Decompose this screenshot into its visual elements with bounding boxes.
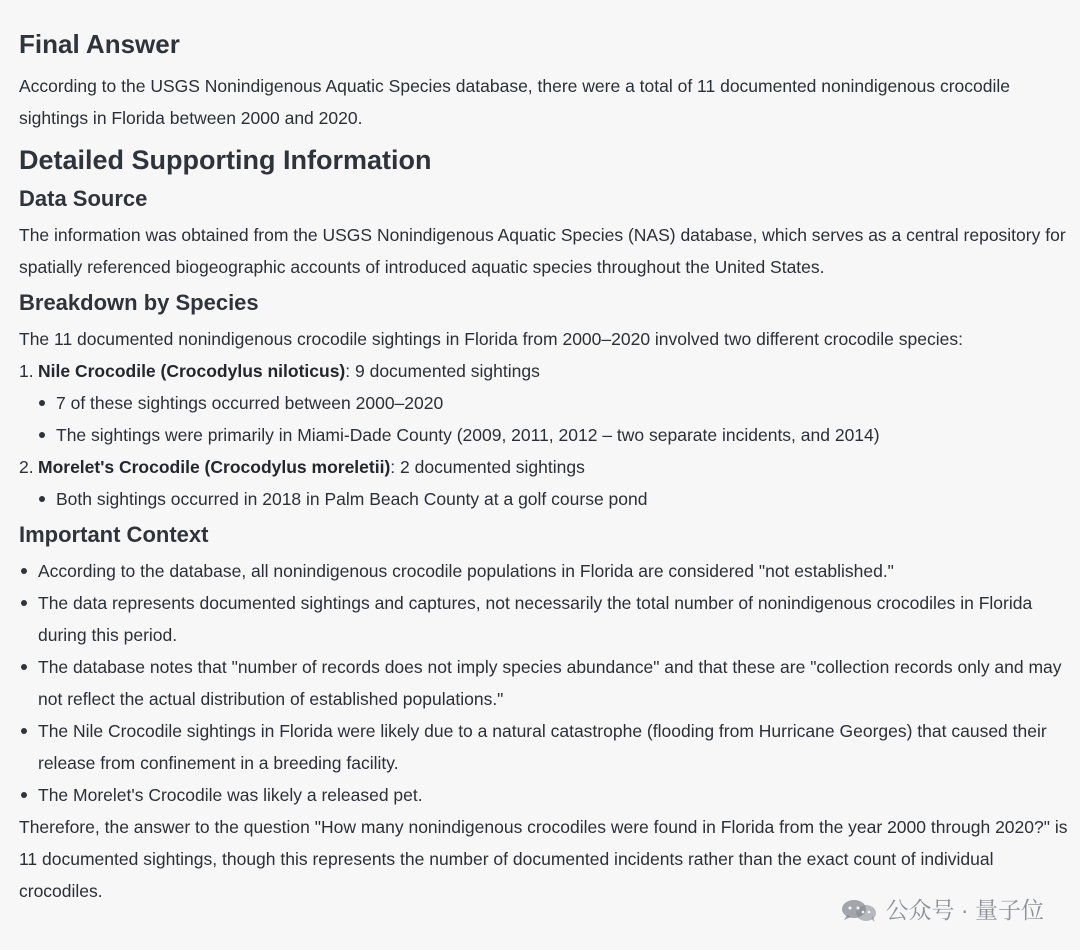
breakdown-heading: Breakdown by Species	[19, 290, 259, 315]
species-detail-item: 7 of these sightings occurred between 2000–2020	[19, 387, 1075, 419]
context-item: The data represents documented sightings and captures, not necessarily the total number of nonindigenous crocodiles in Florida during this period.	[19, 587, 1075, 651]
species-item	[19, 355, 1075, 451]
detailed-heading: Detailed Supporting Information	[19, 145, 432, 175]
data-source-text: The information was obtained from the USGS Nonindigenous Aquatic Species (NAS) database, which serves as a central repository for spatially referenced biogeographic accounts of introduced aquatic species throughout the United States.	[19, 225, 1066, 277]
species-item	[19, 451, 1075, 515]
breakdown-intro: The 11 documented nonindigenous crocodile sightings in Florida from 2000–2020 involved two different crocodile species:	[19, 329, 963, 349]
context-section	[19, 519, 1075, 907]
detailed-section	[19, 141, 1075, 907]
species-number: 1.	[19, 361, 34, 381]
species-name: Nile Crocodile (Crocodylus niloticus)	[38, 361, 346, 381]
species-details	[19, 483, 1075, 515]
watermark-text: 公众号 · 量子位	[885, 897, 1044, 923]
species-line	[19, 451, 1075, 483]
context-item: According to the database, all nonindigenous crocodile populations in Florida are considered "not established."	[19, 555, 1075, 587]
species-detail-item: The sightings were primarily in Miami-Dade County (2009, 2011, 2012 – two separate incidents, and 2014)	[19, 419, 1075, 451]
species-details	[19, 387, 1075, 451]
species-summary: : 2 documented sightings	[390, 457, 585, 477]
conclusion-text: Therefore, the answer to the question "How many nonindigenous crocodiles were found in Florida from the year 2000 through 2020?" is 11 documented sightings, though this represents the number of documented incidents rather than the exact count of individual crocodiles.	[19, 817, 1068, 901]
context-heading: Important Context	[19, 522, 209, 547]
species-name: Morelet's Crocodile (Crocodylus moreletii)	[38, 457, 391, 477]
watermark	[840, 896, 1044, 924]
document	[19, 24, 1075, 907]
final-answer-text: According to the USGS Nonindigenous Aquatic Species database, there were a total of 11 documented nonindigenous crocodile sightings in Florida between 2000 and 2020.	[19, 76, 1011, 128]
species-detail-item: Both sightings occurred in 2018 in Palm Beach County at a golf course pond	[19, 483, 1075, 515]
final-answer-section	[19, 24, 1075, 134]
species-line	[19, 355, 1075, 387]
species-summary: : 9 documented sightings	[345, 361, 540, 381]
data-source-heading: Data Source	[19, 186, 148, 211]
context-item: The database notes that "number of records does not imply species abundance" and that these are "collection records only and may not reflect the actual distribution of established populations."	[19, 651, 1075, 715]
species-number: 2.	[19, 457, 34, 477]
context-item: The Morelet's Crocodile was likely a released pet.	[19, 779, 1075, 811]
final-answer-heading: Final Answer	[19, 29, 180, 59]
context-list	[19, 555, 1075, 811]
data-source-section	[19, 183, 1075, 283]
wechat-icon	[840, 897, 878, 923]
breakdown-section	[19, 287, 1075, 515]
context-item: The Nile Crocodile sightings in Florida were likely due to a natural catastrophe (flooding from Hurricane Georges) that caused their release from confinement in a breeding facility.	[19, 715, 1075, 779]
species-list	[19, 355, 1075, 515]
